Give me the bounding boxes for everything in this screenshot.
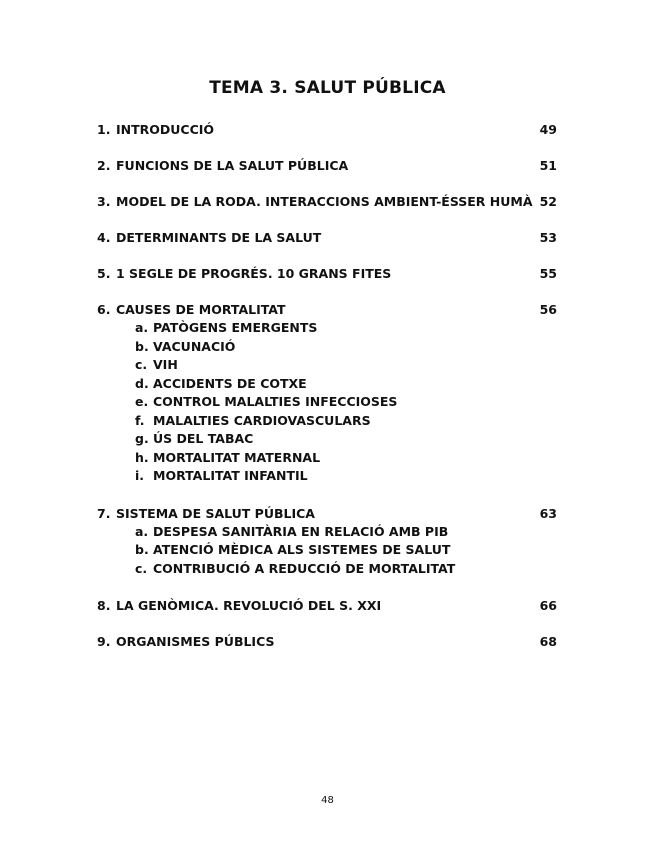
toc-entry — [97, 265, 557, 282]
toc-entry-number: 6. — [97, 302, 111, 317]
toc-subentry-letter: f. — [135, 412, 145, 428]
toc-subentry-letter: g. — [135, 431, 149, 446]
page-number: 48 — [321, 795, 334, 806]
toc-subentry-letter: h. — [135, 449, 149, 465]
toc-entry-row — [97, 505, 557, 522]
toc-subentry-list — [135, 523, 557, 579]
toc-entry-page: 52 — [539, 194, 557, 209]
toc-subentry — [135, 393, 557, 412]
toc-subentry-label: ATENCIÓ MÈDICA ALS SISTEMES DE SALUT — [153, 542, 451, 557]
toc-entry-number: 3. — [97, 194, 111, 209]
toc-subentry-label: MORTALITAT INFANTIL — [153, 468, 308, 483]
toc-entry-number: 7. — [97, 505, 111, 521]
toc-entry-label: DETERMINANTS DE LA SALUT — [116, 230, 322, 245]
toc-entry-page: 63 — [539, 505, 557, 521]
toc-subentry-letter: a. — [135, 320, 149, 335]
toc-subentry-letter: c. — [135, 357, 148, 372]
toc-subentry-letter: d. — [135, 375, 149, 391]
toc-subentry-letter: i. — [135, 468, 145, 483]
toc-entry-page: 49 — [539, 122, 557, 137]
toc-entry-number: 4. — [97, 230, 111, 245]
toc-entry-label: LA GENÒMICA. REVOLUCIÓ DEL S. XXI — [116, 598, 382, 613]
toc-entry-row — [97, 633, 557, 650]
toc-entry — [97, 301, 557, 486]
toc-subentry — [135, 430, 557, 449]
toc-entry-label: INTRODUCCIÓ — [116, 122, 215, 137]
toc-subentry — [135, 449, 557, 468]
toc-subentry — [135, 356, 557, 375]
table-of-contents — [97, 121, 557, 669]
toc-entry — [97, 505, 557, 579]
toc-entry-row — [97, 157, 557, 174]
toc-entry-page: 51 — [539, 158, 557, 173]
toc-subentry — [135, 319, 557, 338]
toc-entry-row — [97, 121, 557, 138]
toc-entry — [97, 157, 557, 174]
toc-subentry-label: VIH — [153, 357, 178, 372]
toc-entry — [97, 229, 557, 246]
toc-subentry-letter: a. — [135, 523, 149, 539]
toc-subentry-label: MALALTIES CARDIOVASCULARS — [153, 412, 371, 428]
toc-subentry-label: DESPESA SANITÀRIA EN RELACIÓ AMB PIB — [153, 523, 449, 539]
toc-entry-label: SISTEMA DE SALUT PÚBLICA — [116, 505, 315, 521]
toc-entry-number: 8. — [97, 598, 111, 613]
toc-subentry-label: CONTROL MALALTIES INFECCIOSES — [153, 394, 398, 409]
toc-subentry-label: ÚS DEL TABAC — [153, 431, 254, 446]
toc-entry — [97, 193, 557, 210]
toc-entry-number: 1. — [97, 122, 111, 137]
toc-entry-row — [97, 301, 557, 318]
toc-entry-page: 68 — [539, 634, 557, 649]
toc-entry-number: 2. — [97, 158, 111, 173]
toc-entry-label: ORGANISMES PÚBLICS — [116, 634, 275, 649]
toc-subentry-label: MORTALITAT MATERNAL — [153, 449, 321, 465]
toc-entry-row — [97, 193, 557, 210]
toc-subentry — [135, 412, 557, 431]
toc-subentry — [135, 467, 557, 486]
toc-entry-number: 5. — [97, 266, 111, 281]
toc-entry-row — [97, 265, 557, 282]
toc-subentry-letter: b. — [135, 338, 149, 354]
toc-entry-page: 53 — [539, 230, 557, 245]
toc-subentry — [135, 560, 557, 579]
toc-subentry-letter: b. — [135, 542, 149, 557]
toc-entry-number: 9. — [97, 634, 111, 649]
toc-subentry — [135, 338, 557, 357]
toc-entry-label: 1 SEGLE DE PROGRÉS. 10 GRANS FITES — [116, 266, 392, 281]
toc-entry-row — [97, 229, 557, 246]
toc-entry — [97, 633, 557, 650]
toc-entry-page: 56 — [539, 302, 557, 317]
toc-subentry-label: PATÒGENS EMERGENTS — [153, 320, 318, 335]
toc-entry-page: 55 — [539, 266, 557, 281]
toc-subentry-list — [135, 319, 557, 486]
toc-subentry — [135, 375, 557, 394]
toc-subentry-label: VACUNACIÓ — [153, 338, 236, 354]
toc-entry-label: CAUSES DE MORTALITAT — [116, 302, 286, 317]
toc-subentry-letter: e. — [135, 394, 149, 409]
toc-entry — [97, 121, 557, 138]
toc-entry-label: FUNCIONS DE LA SALUT PÚBLICA — [116, 158, 349, 173]
toc-subentry-letter: c. — [135, 560, 148, 576]
toc-subentry-label: CONTRIBUCIÓ A REDUCCIÓ DE MORTALITAT — [153, 560, 456, 576]
toc-entry-label: MODEL DE LA RODA. INTERACCIONS AMBIENT-ÉSSER HUMÀ — [116, 194, 533, 209]
toc-entry-row — [97, 597, 557, 614]
toc-subentry-label: ACCIDENTS DE COTXE — [153, 375, 307, 391]
toc-entry-page: 66 — [539, 598, 557, 613]
toc-entry — [97, 597, 557, 614]
toc-subentry — [135, 523, 557, 542]
toc-subentry — [135, 541, 557, 560]
page-title: TEMA 3. SALUT PÚBLICA — [209, 78, 446, 98]
